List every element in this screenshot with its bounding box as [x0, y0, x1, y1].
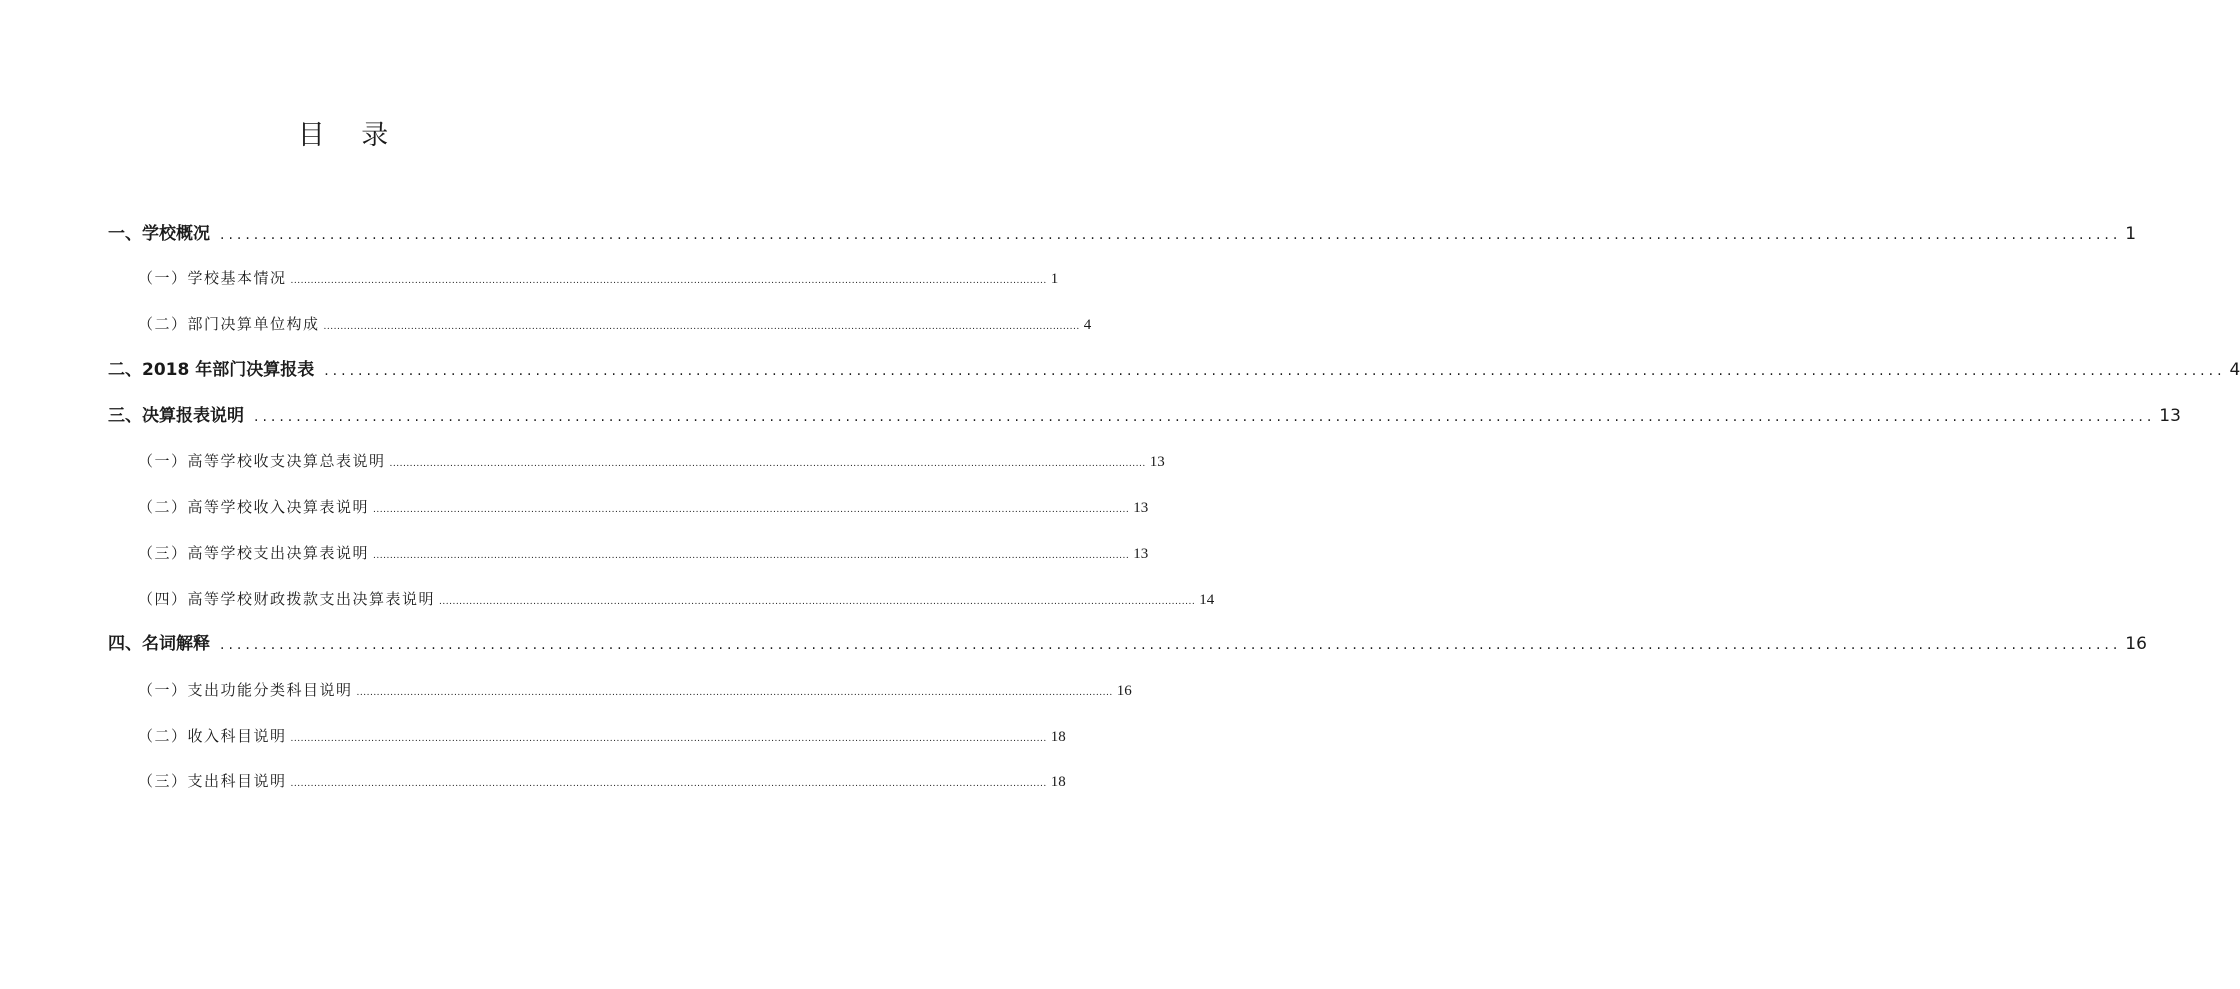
toc-entry-label: 一、学校概况	[108, 224, 210, 244]
toc-dot-leader: .................................................................................................................................................................................................................................	[373, 505, 1130, 515]
toc-entry-label: （一）支出功能分类科目说明	[138, 681, 353, 699]
toc-dot-leader: .................................................................................................................................................................................................................................	[373, 551, 1130, 561]
toc-dot-leader: .................................................................................................................................................................................................................................	[290, 779, 1047, 789]
toc-page-number: 13	[1133, 500, 1149, 516]
toc-page-number: 14	[1199, 592, 1215, 608]
toc-page-number: 16	[1116, 683, 1132, 699]
toc-entry[interactable]	[108, 631, 2147, 657]
toc-dot-leader: .................................................................................................................................................................................................................................	[290, 734, 1047, 744]
toc-entry-label: （一）学校基本情况	[138, 269, 287, 287]
toc-entry[interactable]	[138, 768, 1066, 794]
toc-entry-label: 四、名词解释	[108, 634, 210, 654]
toc-entry[interactable]	[138, 677, 1132, 703]
toc-entry[interactable]	[138, 586, 1215, 612]
toc-entry[interactable]	[138, 723, 1066, 749]
toc-entry-label: （三）高等学校支出决算表说明	[138, 544, 370, 562]
toc-entry[interactable]	[138, 494, 1149, 520]
toc-entry-label: （二）收入科目说明	[138, 727, 287, 745]
toc-entry-label: 二、2018 年部门决算报表	[108, 360, 315, 380]
toc-dot-leader: .................................................................................................................................................................................................................................	[254, 409, 2156, 425]
toc-dot-leader: .................................................................................................................................................................................................................................	[290, 276, 1047, 286]
toc-page-number: 18	[1050, 774, 1066, 790]
toc-entry-label: （三）支出科目说明	[138, 772, 287, 790]
toc-page-number: 1	[2125, 224, 2137, 244]
toc-page-number: 4	[1083, 317, 1092, 333]
page-title: 目 录	[297, 120, 403, 151]
toc-dot-leader: .................................................................................................................................................................................................................................	[324, 363, 2226, 379]
toc-entry[interactable]	[108, 357, 2240, 383]
toc-dot-leader: .................................................................................................................................................................................................................................	[439, 597, 1196, 607]
toc-page-number: 4	[2229, 360, 2240, 380]
toc-dot-leader: .................................................................................................................................................................................................................................	[220, 227, 2122, 243]
toc-entry-label: （二）高等学校收入决算表说明	[138, 498, 370, 516]
toc-page-number: 13	[2159, 406, 2181, 426]
toc-entry[interactable]	[138, 265, 1059, 291]
toc-dot-leader: .................................................................................................................................................................................................................................	[220, 637, 2122, 653]
toc-page-number: 13	[1149, 454, 1165, 470]
toc-entry-label: （四）高等学校财政拨款支出决算表说明	[138, 590, 436, 608]
toc-page-number: 1	[1050, 271, 1059, 287]
toc-dot-leader: .................................................................................................................................................................................................................................	[356, 688, 1113, 698]
toc-entry-label: （一）高等学校收支决算总表说明	[138, 452, 386, 470]
toc-entry[interactable]	[108, 221, 2137, 247]
toc-entry[interactable]	[108, 403, 2181, 429]
toc-entry[interactable]	[138, 311, 1092, 337]
toc-entry-label: 三、决算报表说明	[108, 406, 244, 426]
toc-entry[interactable]	[138, 540, 1149, 566]
toc-page-number: 13	[1133, 546, 1149, 562]
toc-page-number: 18	[1050, 729, 1066, 745]
toc-entry[interactable]	[138, 448, 1165, 474]
toc-dot-leader: .................................................................................................................................................................................................................................	[389, 459, 1146, 469]
toc-page-number: 16	[2125, 634, 2147, 654]
toc-dot-leader: .................................................................................................................................................................................................................................	[323, 322, 1080, 332]
toc-entry-label: （二）部门决算单位构成	[138, 315, 320, 333]
